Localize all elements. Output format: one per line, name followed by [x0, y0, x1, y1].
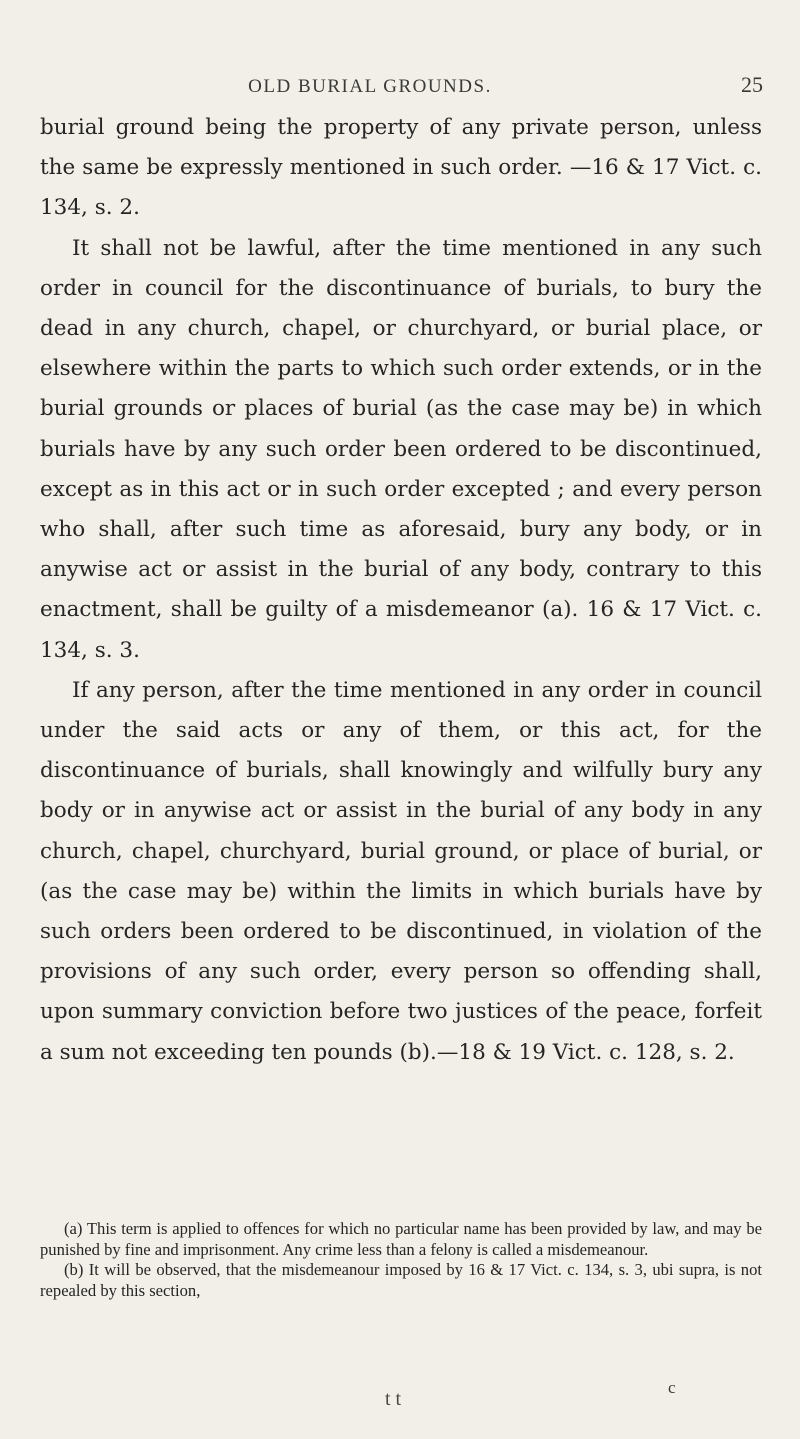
handwritten-mark: t t: [385, 1388, 402, 1410]
paragraph-continued: burial ground being the property of any private person, unless the same be expressly mentioned in such order. —16 & 17 Vict. c. 134, s. 2.: [40, 115, 762, 221]
body-text: [40, 108, 762, 1073]
footnote-b: (b) It will be observed, that the misdemeanour imposed by 16 & 17 Vict. c. 134, s. 3, ubi supra, is not repealed by this section,: [40, 1260, 762, 1300]
paragraph-discontinuance-offence: It shall not be lawful, after the time mentioned in any such order in council for the discontinuance of burials, to bury the dead in any church, chapel, or churchyard, or burial place, or elsewhere within the parts to which such order extends, or in the burial grounds or places of burial (as the case may be) in which burials have by any such order been ordered to be discontinued, except as in this act or in such order excepted ; and every person who shall, after such time as aforesaid, bury any body, or in anywise act or assist in the burial of any body, contrary to this enactment, shall be guilty of a misdemeanor (a). 16 & 17 Vict. c. 134, s. 3.: [40, 235, 762, 663]
footnote-a: (a) This term is applied to offences for which no particular name has been provided by law, and may be punished by fine and imprisonment. Any crime less than a felony is called a misdemeanour.: [40, 1219, 762, 1259]
paragraph-summary-conviction: If any person, after the time mentioned in any order in council under the said acts or any of them, or this act, for the discontinuance of burials, shall knowingly and wilfully bury any body or in anywise act or assist in the burial of any body in any church, chapel, churchyard, burial ground, or place of burial, or (as the case may be) within the limits in which burials have by such orders been ordered to be discontinued, in violation of the provisions of any such order, every person so offending shall, upon summary conviction before two justices of the peace, forfeit a sum not exceeding ten pounds (b).—18 & 19 Vict. c. 128, s. 2.: [40, 677, 762, 1065]
footnotes: [40, 1219, 762, 1301]
signature-mark: c: [668, 1378, 676, 1397]
page-number: 25: [741, 72, 763, 97]
running-head: OLD BURIAL GROUNDS.: [248, 76, 492, 97]
